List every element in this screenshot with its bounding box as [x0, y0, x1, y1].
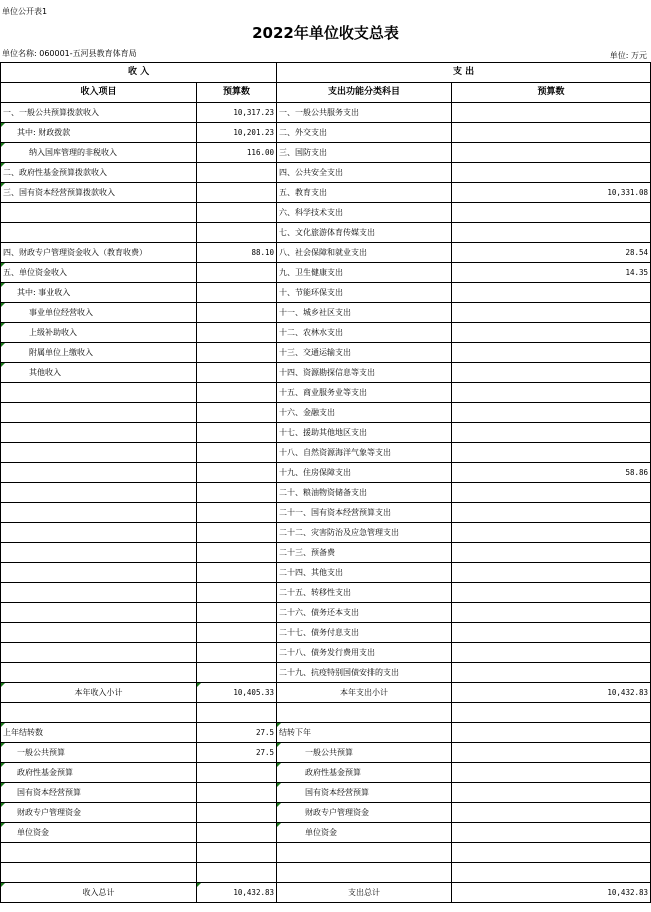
income-budget-cell	[197, 203, 277, 223]
income-budget-cell	[197, 603, 277, 623]
expense-item-cell: 二十一、国有资本经营预算支出	[277, 503, 452, 523]
income-budget-cell	[197, 443, 277, 463]
table-row	[1, 363, 651, 383]
income-item-cell: 一、一般公共预算拨款收入	[1, 103, 197, 123]
income-budget-cell	[197, 183, 277, 203]
expense-budget-cell	[452, 623, 651, 643]
income-item-cell	[1, 703, 197, 723]
expense-item-cell: 一、一般公共服务支出	[277, 103, 452, 123]
table-row	[1, 123, 651, 143]
income-item-cell: 一般公共预算	[1, 743, 197, 763]
expense-item-cell: 二十六、债务还本支出	[277, 603, 452, 623]
income-budget-cell: 10,405.33	[197, 683, 277, 703]
expense-budget-cell	[452, 823, 651, 843]
expense-item-cell: 二十五、转移性支出	[277, 583, 452, 603]
expense-item-cell: 二、外交支出	[277, 123, 452, 143]
income-item-cell: 五、单位资金收入	[1, 263, 197, 283]
expense-budget-cell	[452, 643, 651, 663]
expense-item-cell: 财政专户管理资金	[277, 803, 452, 823]
expense-item-header: 支出功能分类科目	[277, 83, 452, 103]
table-row	[1, 623, 651, 643]
income-item-cell	[1, 443, 197, 463]
income-budget-cell	[197, 663, 277, 683]
income-budget-cell	[197, 383, 277, 403]
income-budget-cell: 116.00	[197, 143, 277, 163]
expense-item-cell: 一般公共预算	[277, 743, 452, 763]
income-item-cell	[1, 483, 197, 503]
income-item-header: 收入项目	[1, 83, 197, 103]
income-budget-cell	[197, 523, 277, 543]
income-item-cell	[1, 543, 197, 563]
expense-budget-cell	[452, 303, 651, 323]
table-row	[1, 103, 651, 123]
expense-budget-cell: 14.35	[452, 263, 651, 283]
table-row	[1, 823, 651, 843]
table-row	[1, 883, 651, 903]
table-row	[1, 483, 651, 503]
expense-item-cell: 六、科学技术支出	[277, 203, 452, 223]
income-budget-cell	[197, 863, 277, 883]
income-item-cell	[1, 523, 197, 543]
expense-item-cell: 十一、城乡社区支出	[277, 303, 452, 323]
income-item-cell	[1, 603, 197, 623]
expense-item-cell	[277, 703, 452, 723]
expense-item-cell: 单位资金	[277, 823, 452, 843]
income-item-cell	[1, 463, 197, 483]
income-item-cell: 四、财政专户管理资金收入（教育收费）	[1, 243, 197, 263]
income-item-cell	[1, 423, 197, 443]
table-row	[1, 423, 651, 443]
table-row	[1, 183, 651, 203]
income-budget-cell: 10,317.23	[197, 103, 277, 123]
expense-item-cell: 十七、援助其他地区支出	[277, 423, 452, 443]
income-item-cell: 纳入国库管理的非税收入	[1, 143, 197, 163]
expense-budget-cell	[452, 443, 651, 463]
expense-item-cell: 二十七、债务付息支出	[277, 623, 452, 643]
income-budget-cell: 10,432.83	[197, 883, 277, 903]
income-budget-cell	[197, 223, 277, 243]
expense-budget-cell	[452, 863, 651, 883]
expense-budget-cell	[452, 123, 651, 143]
income-item-cell	[1, 563, 197, 583]
income-budget-cell	[197, 263, 277, 283]
currency-unit: 单位: 万元	[609, 51, 647, 60]
table-row	[1, 343, 651, 363]
expense-budget-cell	[452, 703, 651, 723]
income-item-cell	[1, 223, 197, 243]
table-row	[1, 143, 651, 163]
expense-budget-cell	[452, 283, 651, 303]
expense-item-cell: 五、教育支出	[277, 183, 452, 203]
expense-item-cell: 二十九、抗疫特别国债安排的支出	[277, 663, 452, 683]
expense-budget-cell	[452, 843, 651, 863]
income-item-cell: 上年结转数	[1, 723, 197, 743]
expense-budget-cell	[452, 743, 651, 763]
table-row	[1, 703, 651, 723]
table-row	[1, 323, 651, 343]
table-row	[1, 723, 651, 743]
table-row	[1, 503, 651, 523]
table-row	[1, 463, 651, 483]
table-row	[1, 863, 651, 883]
table-row	[1, 283, 651, 303]
income-item-cell: 二、政府性基金预算拨款收入	[1, 163, 197, 183]
table-row	[1, 443, 651, 463]
income-item-cell: 单位资金	[1, 823, 197, 843]
income-item-cell	[1, 843, 197, 863]
income-budget-cell	[197, 583, 277, 603]
expense-section-header: 支 出	[277, 63, 651, 83]
table-row	[1, 163, 651, 183]
income-section-header: 收 入	[1, 63, 277, 83]
expense-item-cell: 二十二、灾害防治及应急管理支出	[277, 523, 452, 543]
income-budget-cell	[197, 283, 277, 303]
income-budget-cell	[197, 703, 277, 723]
table-row	[1, 263, 651, 283]
page-title: 2022年单位收支总表	[252, 24, 399, 42]
expense-budget-cell	[452, 383, 651, 403]
unit-name: 单位名称: 060001-五河县教育体育局	[2, 49, 137, 58]
form-id: 单位公开表1	[2, 7, 48, 16]
table-row	[1, 583, 651, 603]
expense-item-cell: 结转下年	[277, 723, 452, 743]
expense-budget-cell	[452, 563, 651, 583]
income-item-cell: 事业单位经营收入	[1, 303, 197, 323]
expense-item-cell: 七、文化旅游体育传媒支出	[277, 223, 452, 243]
expense-item-cell: 十二、农林水支出	[277, 323, 452, 343]
income-budget-cell	[197, 303, 277, 323]
income-budget-cell	[197, 803, 277, 823]
income-expense-table	[0, 62, 651, 903]
income-item-cell: 国有资本经营预算	[1, 783, 197, 803]
table-row	[1, 403, 651, 423]
income-budget-cell	[197, 843, 277, 863]
expense-budget-cell: 58.86	[452, 463, 651, 483]
income-budget-cell	[197, 163, 277, 183]
income-item-cell	[1, 383, 197, 403]
expense-budget-cell	[452, 543, 651, 563]
income-item-cell: 其中: 财政拨款	[1, 123, 197, 143]
table-row	[1, 663, 651, 683]
income-budget-cell	[197, 543, 277, 563]
table-row	[1, 383, 651, 403]
expense-item-cell: 本年支出小计	[277, 683, 452, 703]
expense-budget-cell	[452, 343, 651, 363]
income-item-cell: 本年收入小计	[1, 683, 197, 703]
expense-item-cell: 十三、交通运输支出	[277, 343, 452, 363]
expense-budget-cell	[452, 603, 651, 623]
expense-budget-cell: 10,432.83	[452, 683, 651, 703]
table-row	[1, 223, 651, 243]
table-row	[1, 763, 651, 783]
expense-budget-cell	[452, 323, 651, 343]
table-row	[1, 303, 651, 323]
expense-budget-cell	[452, 403, 651, 423]
income-budget-cell: 27.5	[197, 743, 277, 763]
expense-budget-cell	[452, 143, 651, 163]
income-budget-cell: 10,201.23	[197, 123, 277, 143]
table-row	[1, 203, 651, 223]
expense-budget-cell	[452, 523, 651, 543]
income-budget-cell	[197, 823, 277, 843]
income-budget-cell	[197, 403, 277, 423]
expense-item-cell: 二十、粮油物资储备支出	[277, 483, 452, 503]
table-row	[1, 843, 651, 863]
income-item-cell: 上级补助收入	[1, 323, 197, 343]
expense-item-cell: 十五、商业服务业等支出	[277, 383, 452, 403]
income-budget-cell	[197, 483, 277, 503]
table-row	[1, 603, 651, 623]
income-budget-cell	[197, 763, 277, 783]
income-item-cell	[1, 503, 197, 523]
expense-budget-cell	[452, 423, 651, 443]
income-item-cell: 政府性基金预算	[1, 763, 197, 783]
income-item-cell: 收入总计	[1, 883, 197, 903]
expense-budget-cell: 10,432.83	[452, 883, 651, 903]
expense-item-cell: 十八、自然资源海洋气象等支出	[277, 443, 452, 463]
income-budget-cell	[197, 643, 277, 663]
expense-item-cell	[277, 843, 452, 863]
expense-budget-cell	[452, 363, 651, 383]
income-budget-cell: 88.10	[197, 243, 277, 263]
income-item-cell: 三、国有资本经营预算拨款收入	[1, 183, 197, 203]
income-budget-cell	[197, 363, 277, 383]
table-row	[1, 523, 651, 543]
expense-item-cell	[277, 863, 452, 883]
expense-item-cell: 十六、金融支出	[277, 403, 452, 423]
table-row	[1, 743, 651, 763]
income-item-cell: 其中: 事业收入	[1, 283, 197, 303]
expense-item-cell: 十四、资源勘探信息等支出	[277, 363, 452, 383]
expense-item-cell: 支出总计	[277, 883, 452, 903]
expense-budget-cell	[452, 483, 651, 503]
income-budget-cell	[197, 323, 277, 343]
table-row	[1, 243, 651, 263]
expense-budget-cell: 10,331.08	[452, 183, 651, 203]
income-item-cell	[1, 203, 197, 223]
income-budget-cell	[197, 503, 277, 523]
income-budget-cell: 27.5	[197, 723, 277, 743]
expense-item-cell: 三、国防支出	[277, 143, 452, 163]
expense-budget-cell	[452, 583, 651, 603]
income-budget-cell	[197, 463, 277, 483]
expense-budget-header: 预算数	[452, 83, 651, 103]
expense-item-cell: 十、节能环保支出	[277, 283, 452, 303]
expense-item-cell: 八、社会保障和就业支出	[277, 243, 452, 263]
expense-item-cell: 四、公共安全支出	[277, 163, 452, 183]
income-item-cell: 财政专户管理资金	[1, 803, 197, 823]
expense-budget-cell: 28.54	[452, 243, 651, 263]
income-budget-cell	[197, 423, 277, 443]
income-item-cell: 附属单位上缴收入	[1, 343, 197, 363]
income-item-cell	[1, 623, 197, 643]
expense-budget-cell	[452, 723, 651, 743]
expense-item-cell: 十九、住房保障支出	[277, 463, 452, 483]
expense-budget-cell	[452, 103, 651, 123]
income-item-cell: 其他收入	[1, 363, 197, 383]
table-row	[1, 643, 651, 663]
table-row	[1, 563, 651, 583]
expense-budget-cell	[452, 203, 651, 223]
expense-budget-cell	[452, 803, 651, 823]
table-row	[1, 683, 651, 703]
income-item-cell	[1, 663, 197, 683]
income-item-cell	[1, 583, 197, 603]
income-budget-cell	[197, 563, 277, 583]
income-budget-cell	[197, 783, 277, 803]
table-row	[1, 543, 651, 563]
table-row	[1, 783, 651, 803]
expense-item-cell: 九、卫生健康支出	[277, 263, 452, 283]
income-budget-cell	[197, 343, 277, 363]
expense-item-cell: 二十三、预备费	[277, 543, 452, 563]
income-item-cell	[1, 403, 197, 423]
expense-budget-cell	[452, 223, 651, 243]
expense-item-cell: 国有资本经营预算	[277, 783, 452, 803]
income-item-cell	[1, 643, 197, 663]
expense-budget-cell	[452, 663, 651, 683]
expense-budget-cell	[452, 503, 651, 523]
expense-budget-cell	[452, 163, 651, 183]
income-item-cell	[1, 863, 197, 883]
expense-item-cell: 二十八、债务发行费用支出	[277, 643, 452, 663]
expense-item-cell: 二十四、其他支出	[277, 563, 452, 583]
expense-budget-cell	[452, 783, 651, 803]
table-row	[1, 803, 651, 823]
expense-budget-cell	[452, 763, 651, 783]
income-budget-header: 预算数	[197, 83, 277, 103]
income-budget-cell	[197, 623, 277, 643]
expense-item-cell: 政府性基金预算	[277, 763, 452, 783]
